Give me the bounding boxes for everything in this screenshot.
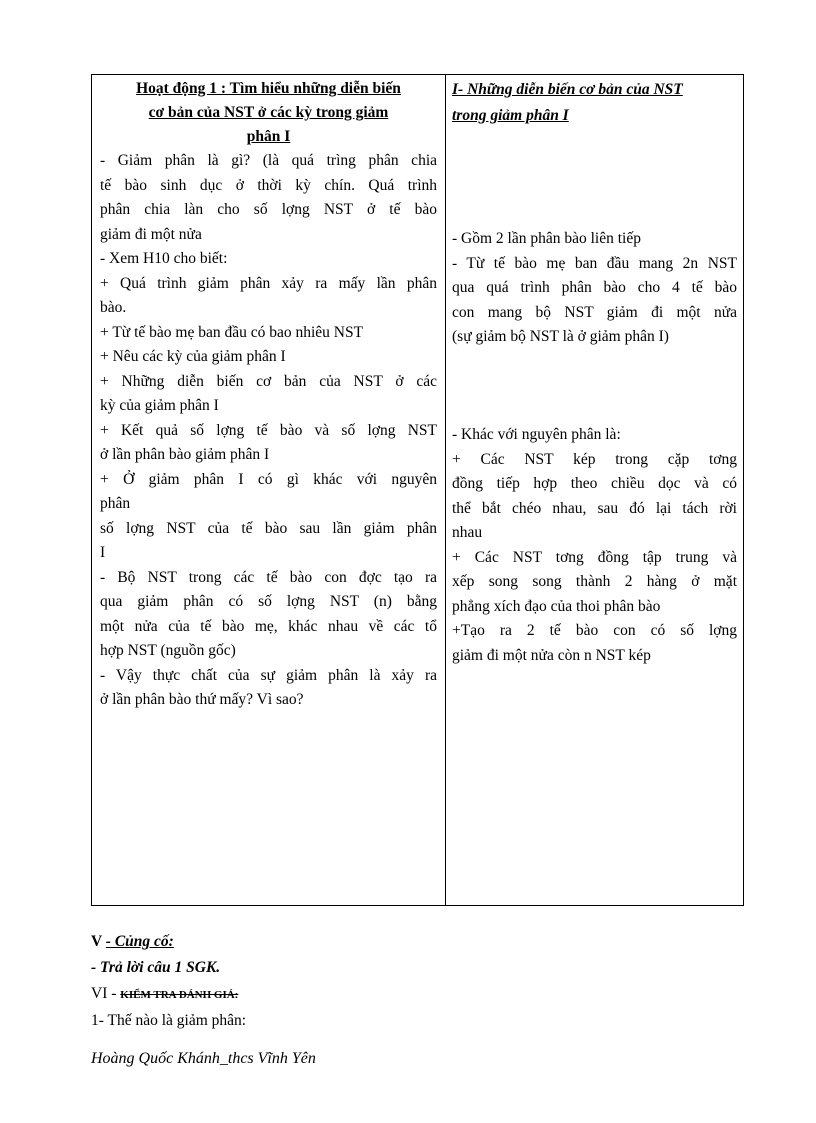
text-line: + Quá trình giảm phân xảy ra mấy lần phân bbox=[100, 274, 437, 292]
text-line: kỳ của giảm phân I bbox=[100, 397, 219, 414]
content-heading bbox=[452, 77, 737, 129]
text-line: + Kết quả số lợng tế bào và số lợng NST bbox=[100, 421, 437, 439]
text-line: - Khác với nguyên phân là: bbox=[452, 426, 621, 443]
text-line: + Những diễn biến cơ bản của NST ở các bbox=[100, 372, 437, 390]
activity-heading-line: cơ bản của NST ở các kỳ trong giảm bbox=[148, 104, 389, 121]
text-line: ở lần phân bào thứ mấy? Vì sao? bbox=[100, 691, 304, 708]
text-line: phẳng xích đạo của thoi phân bào bbox=[452, 597, 661, 615]
section-vi-prefix: VI - bbox=[91, 985, 121, 1002]
text-line: + Các NST tơng đồng tập trung và bbox=[452, 548, 737, 566]
text-line: qua giảm phân có số lợng NST (n) bằng bbox=[100, 593, 437, 610]
text-line: một nửa của tế bào mẹ, khác nhau về các tổ bbox=[100, 617, 437, 635]
text-line: - Xem H10 cho biết: bbox=[100, 250, 228, 267]
text-line: giảm đi một nửa còn n NST kép bbox=[452, 646, 651, 664]
text-line: + Các NST kép trong cặp tơng bbox=[452, 450, 737, 468]
footer-credit: Hoàng Quốc Khánh_thcs Vĩnh Yên bbox=[91, 1050, 316, 1067]
text-line: - Gồm 2 lần phân bào liên tiếp bbox=[452, 230, 641, 247]
activity-heading-line: Hoạt động 1 : Tìm hiểu những diễn biến bbox=[136, 80, 401, 97]
text-line: + Ở giảm phân I có gì khác với nguyên bbox=[100, 470, 437, 488]
section-v bbox=[91, 929, 744, 955]
text-line: con mang bộ NST giảm đi một nửa bbox=[452, 303, 737, 321]
text-line: tế bào sinh dục ở thời kỳ chín. Quá trình bbox=[100, 176, 437, 194]
text-line bbox=[452, 203, 737, 228]
text-line bbox=[452, 178, 737, 203]
text-line: giảm đi một nửa bbox=[100, 225, 202, 243]
section-vi-title: KIỂM TRA ĐÁNH GIÁ: bbox=[120, 989, 239, 1001]
text-line bbox=[452, 129, 737, 154]
text-line: (sự giảm bộ NST là ở giảm phân I) bbox=[452, 328, 669, 345]
text-line: I bbox=[100, 544, 106, 561]
text-line bbox=[452, 350, 737, 375]
text-line: - Từ tế bào mẹ ban đầu mang 2n NST bbox=[452, 254, 737, 272]
text-line: hợp NST (nguồn gốc) bbox=[100, 642, 236, 659]
text-line: - Vậy thực chất của sự giảm phân là xảy ra bbox=[100, 666, 437, 684]
text-line: thể bắt chéo nhau, sau đó lại tách rời bbox=[452, 499, 737, 517]
section-v-item: - Trả lời câu 1 SGK. bbox=[91, 959, 221, 976]
text-line bbox=[452, 399, 737, 424]
text-line bbox=[452, 374, 737, 399]
text-line: +Tạo ra 2 tế bào con có số lợng bbox=[452, 622, 737, 639]
section-v-prefix: V bbox=[91, 933, 106, 950]
text-line: đồng tiếp hợp theo chiều dọc và có bbox=[452, 475, 737, 492]
lesson-table bbox=[91, 74, 744, 906]
activity-heading-line: phân I bbox=[246, 128, 291, 145]
text-line: xếp song song thành 2 hàng ở mặt bbox=[452, 573, 737, 590]
activity-column bbox=[92, 75, 446, 905]
text-line: - Giảm phân là gì? (là quá trìng phân chia bbox=[100, 152, 437, 169]
text-line: ở lần phân bào giảm phân I bbox=[100, 446, 270, 463]
text-line: qua quá trình phân bào cho 4 tế bào bbox=[452, 279, 737, 296]
sections-block bbox=[91, 929, 744, 1034]
content-column bbox=[446, 75, 743, 905]
section-vi-item: 1- Thế nào là giảm phân: bbox=[91, 1012, 247, 1029]
text-line: - Bộ NST trong các tế bào con đợc tạo ra bbox=[100, 568, 437, 586]
text-line: số lợng NST của tế bào sau lần giảm phân bbox=[100, 519, 437, 537]
text-line: bào. bbox=[100, 299, 127, 316]
text-line: + Nêu các kỳ của giảm phân I bbox=[100, 348, 286, 365]
text-line: phân bbox=[100, 495, 131, 512]
content-body bbox=[452, 129, 737, 668]
content-heading-line: trong giảm phân I bbox=[452, 107, 569, 124]
content-heading-line: I- Những diễn biến cơ bản của NST bbox=[452, 81, 683, 98]
text-line: nhau bbox=[452, 524, 483, 541]
text-line: + Từ tế bào mẹ ban đầu có bao nhiêu NST bbox=[100, 323, 364, 341]
text-line: phân chia làn cho số lợng NST ở tế bào bbox=[100, 201, 437, 218]
activity-heading bbox=[100, 77, 437, 149]
section-v-title: - Củng cố: bbox=[105, 933, 174, 950]
text-line bbox=[452, 154, 737, 179]
activity-body bbox=[100, 149, 437, 713]
section-vi bbox=[91, 981, 744, 1008]
